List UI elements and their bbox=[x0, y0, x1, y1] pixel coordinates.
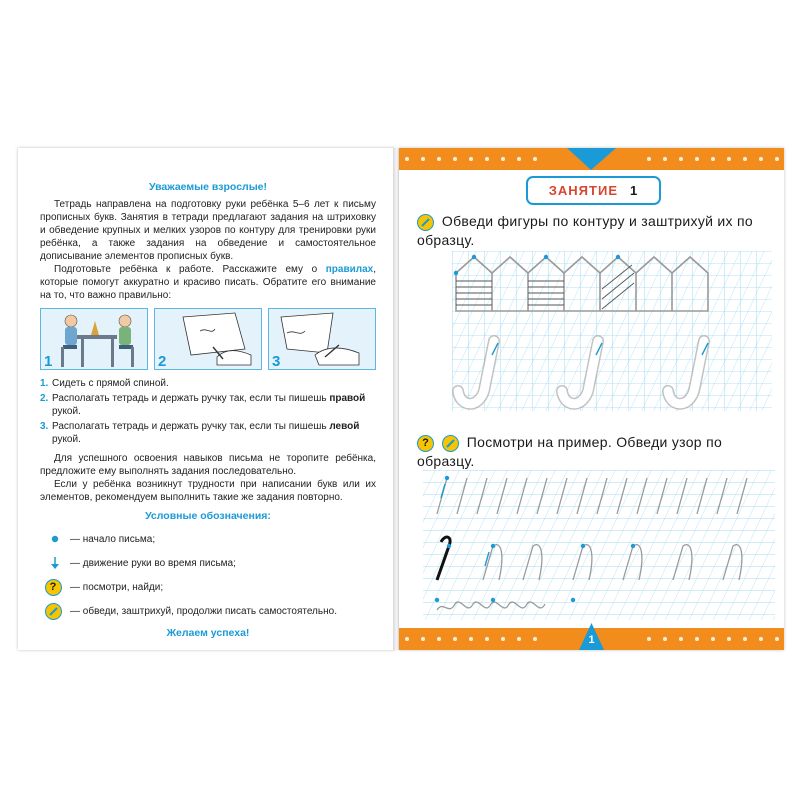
panel-number: 2 bbox=[158, 353, 167, 370]
difficulty-paragraph: Если у ребёнка возникнут трудности при написании букв или их элементов, рекомендуем выполнить такие же задания повторно. bbox=[40, 479, 376, 503]
rules-link[interactable]: правилах bbox=[325, 264, 374, 275]
legend-item: — движение руки во время письма; bbox=[40, 551, 376, 575]
task-1-text: Обведи фигуры по контуру и заштрихуй их по образцу. bbox=[417, 213, 754, 248]
illustration-panels bbox=[40, 308, 376, 370]
rules-paragraph-end: , которые помогут аккуратно и красиво писать. Обратите его внимание на то, что важно правильно: bbox=[40, 264, 376, 301]
rule-item: 1. Сидеть с прямой спиной. bbox=[40, 378, 169, 389]
dot-icon bbox=[40, 535, 70, 543]
rule-item: 3. Располагать тетрадь и держать ручку так, если ты пишешь левой рукой. bbox=[40, 421, 360, 445]
wish-text: Желаем успеха! bbox=[166, 627, 250, 639]
rules-list bbox=[40, 377, 376, 446]
lesson-number: 1 bbox=[630, 183, 639, 198]
pencil-icon bbox=[417, 214, 434, 231]
panel-number: 1 bbox=[44, 353, 53, 370]
legend-item: — начало письма; bbox=[40, 527, 376, 551]
left-page-content bbox=[40, 181, 376, 640]
rule-item: 2. Располагать тетрадь и держать ручку так, если ты пишешь правой рукой. bbox=[40, 393, 366, 417]
lesson-title bbox=[526, 176, 661, 205]
workbook-spread bbox=[18, 148, 784, 650]
legend-list bbox=[40, 527, 376, 623]
tracing-grid-houses bbox=[452, 251, 772, 411]
tracing-grid-pattern bbox=[423, 470, 775, 620]
advice-paragraph: Для успешного освоения навыков письма не торопите ребёнка, предложите ему выполнять задания последовательно. bbox=[40, 453, 376, 477]
top-decor-band bbox=[399, 148, 784, 170]
right-hand-writing-illustration bbox=[155, 309, 262, 369]
question-icon: ? bbox=[45, 579, 62, 596]
illustration-panel-left-hand bbox=[268, 308, 376, 370]
page-number: 1 bbox=[588, 634, 595, 646]
top-band-dots bbox=[399, 148, 784, 170]
legend-title: Условные обозначения: bbox=[145, 510, 271, 522]
left-page bbox=[18, 148, 395, 650]
rules-paragraph-start: Подготовьте ребёнка к работе. Расскажите ему о bbox=[54, 264, 318, 275]
arrow-down-icon bbox=[40, 556, 70, 570]
page-number-badge bbox=[579, 623, 604, 650]
illustration-panel-sitting bbox=[40, 308, 148, 370]
lesson-label: ЗАНЯТИЕ bbox=[548, 183, 618, 198]
legend-item: — обведи, заштрихуй, продолжи писать самостоятельно. bbox=[40, 599, 376, 623]
left-hand-writing-illustration bbox=[269, 309, 376, 369]
pencil-icon bbox=[442, 435, 459, 452]
question-icon: ? bbox=[417, 435, 434, 452]
legend-item: ? — посмотри, найди; bbox=[40, 575, 376, 599]
panel-number: 3 bbox=[272, 353, 281, 370]
page-heading: Уважаемые взрослые! bbox=[148, 181, 268, 193]
rules-paragraph bbox=[40, 263, 376, 302]
task-2 bbox=[417, 433, 777, 470]
illustration-panel-right-hand bbox=[154, 308, 262, 370]
pencil-icon bbox=[45, 603, 62, 620]
task-2-text: Посмотри на пример. Обведи узор по образцу. bbox=[417, 434, 723, 469]
right-page bbox=[399, 148, 784, 650]
intro-paragraph: Тетрадь направлена на подготовку руки ребёнка 5–6 лет к письму прописных букв. Занятия в тетради предлагают задания на штриховку и обведение крупных и мелких узоров по контуру для тренировки руки ребёнка, а также задания на обведение и самостоятельное дописывание элементов прописных букв. bbox=[40, 199, 376, 262]
sitting-children-illustration bbox=[41, 309, 148, 369]
task-1 bbox=[417, 212, 777, 249]
